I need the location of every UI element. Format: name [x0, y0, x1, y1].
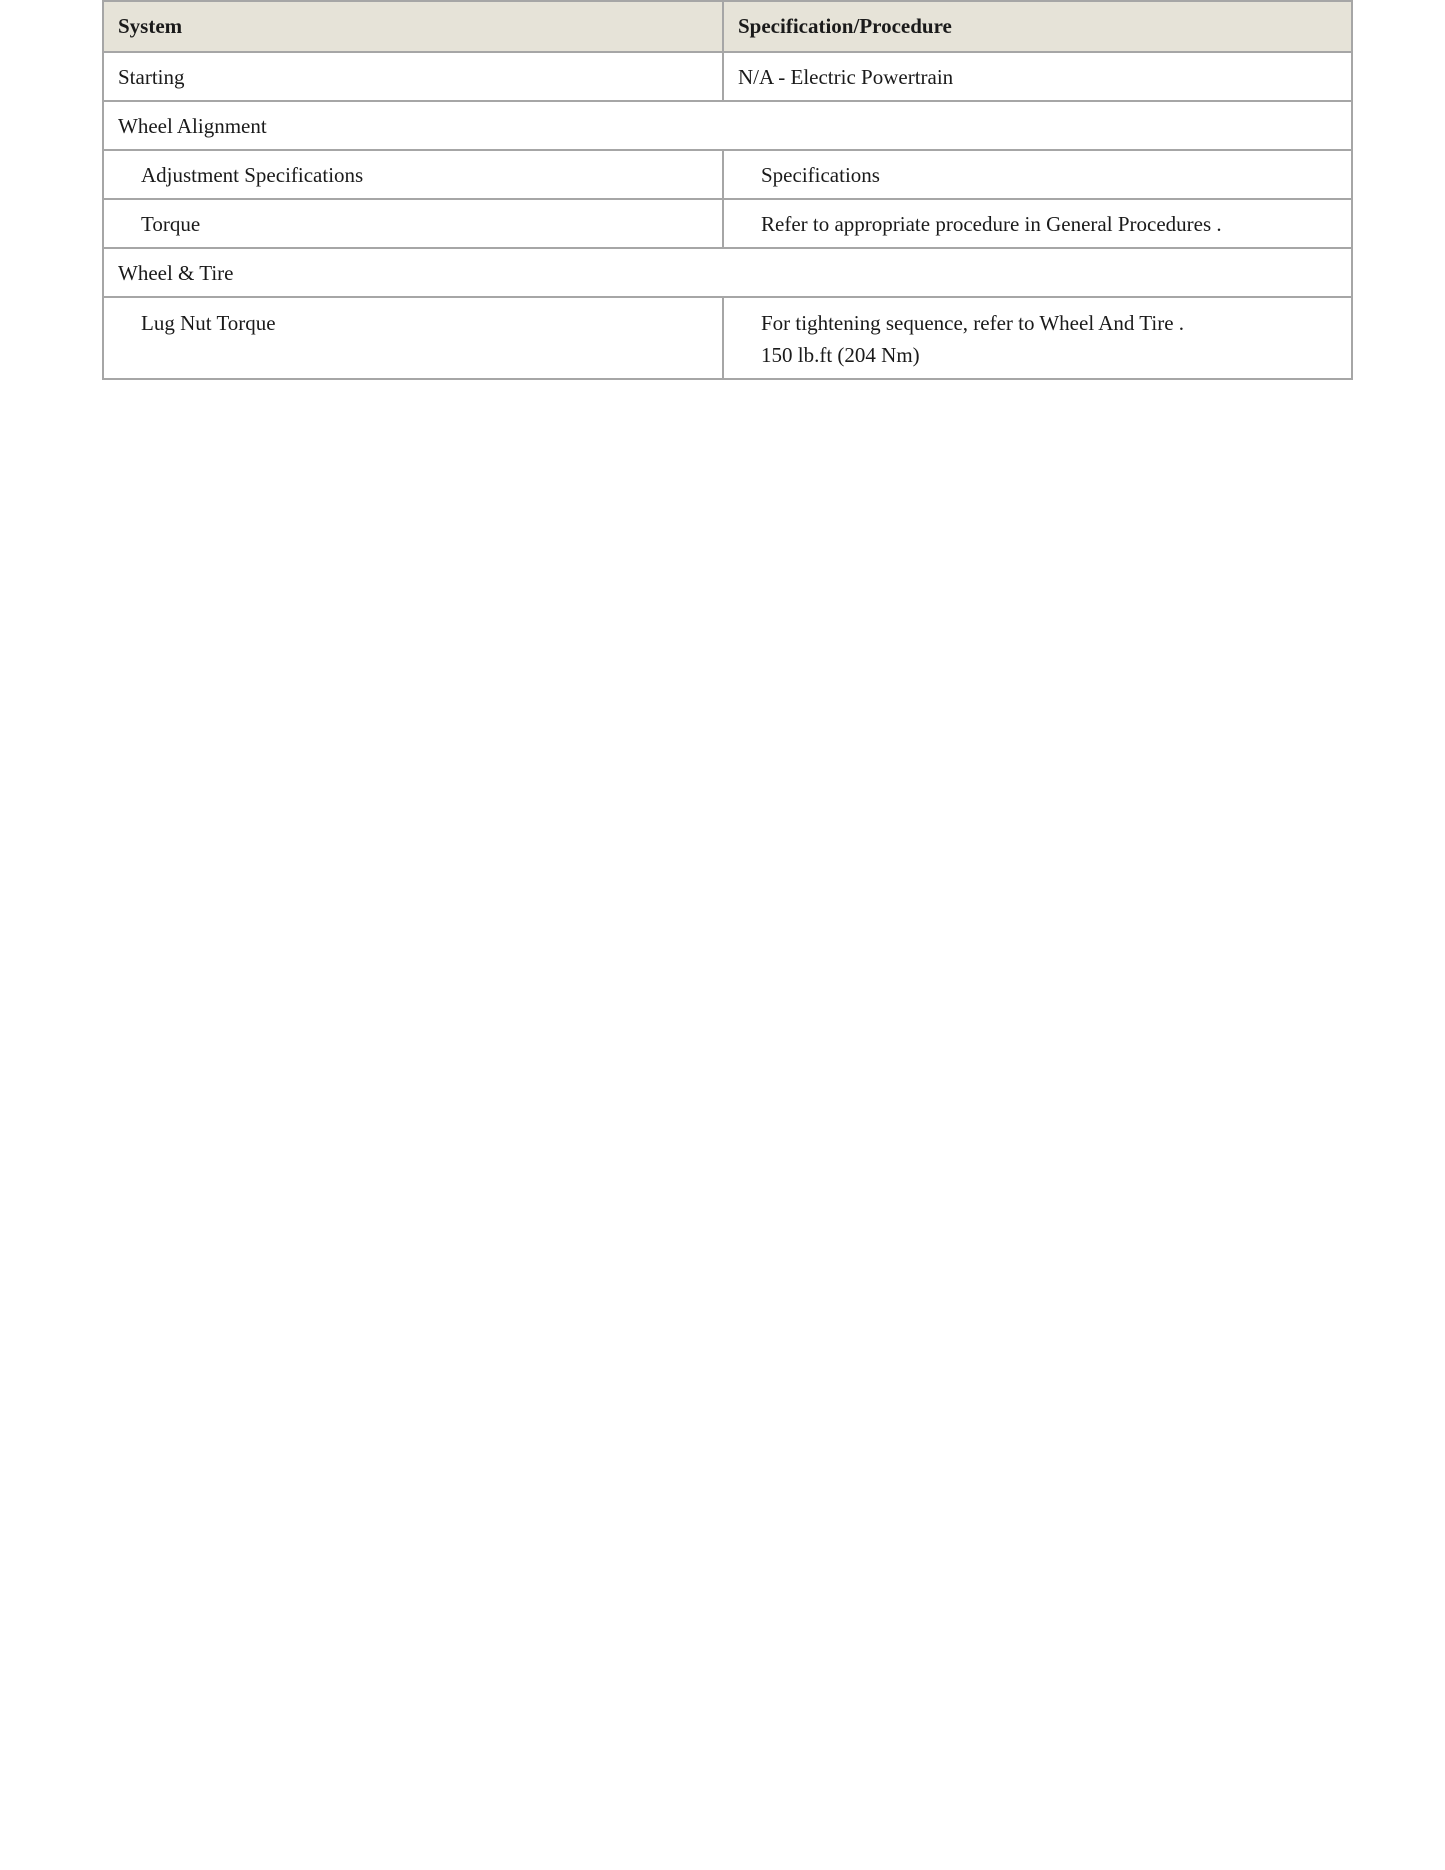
section-row: [103, 101, 1352, 150]
table-row: [103, 199, 1352, 248]
system-cell: Torque: [103, 199, 723, 248]
column-header-system: System: [103, 1, 723, 52]
section-heading-wheel-alignment: Wheel Alignment: [103, 101, 1352, 150]
column-header-specification: Specification/Procedure: [723, 1, 1352, 52]
specification-cell: Specifications: [723, 150, 1352, 199]
section-heading-wheel-and-tire: Wheel & Tire: [103, 248, 1352, 297]
lug-nut-torque-value: 150 lb.ft (204 Nm): [761, 343, 920, 367]
table-row: [103, 52, 1352, 101]
system-cell: Starting: [103, 52, 723, 101]
table-row: [103, 297, 1352, 379]
header-row: [103, 1, 1352, 52]
specification-cell: Refer to appropriate procedure in General Procedures .: [723, 199, 1352, 248]
table-body: [103, 52, 1352, 379]
system-cell: Lug Nut Torque: [103, 297, 723, 379]
specification-table: [102, 0, 1353, 380]
specification-cell: [723, 297, 1352, 379]
section-row: [103, 248, 1352, 297]
tightening-sequence-note: For tightening sequence, refer to Wheel And Tire .: [761, 311, 1185, 335]
table-header: [103, 1, 1352, 52]
system-cell: Adjustment Specifications: [103, 150, 723, 199]
specification-cell: N/A - Electric Powertrain: [723, 52, 1352, 101]
table-row: [103, 150, 1352, 199]
